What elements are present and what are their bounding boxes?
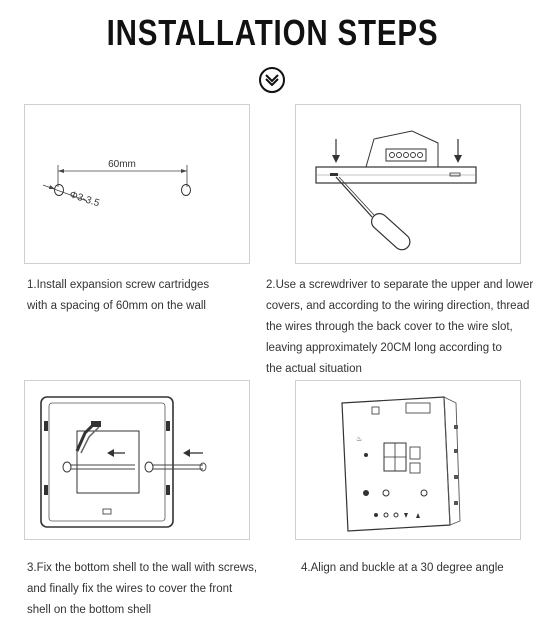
step3-diagram-panel [24,380,250,540]
caption-line: 4.Align and buckle at a 30 degree angle [301,562,504,574]
page-title: INSTALLATION STEPS [106,12,439,53]
step2-caption [266,275,544,380]
diameter-label: Φ3-3.5 [68,189,101,210]
spacing-label: 60mm [108,159,136,170]
caption-line: leaving approximately 20CM long according to [266,342,502,354]
caption-line: covers, and according to the wiring direction, thread [266,300,530,312]
caption-line: the wires through the back cover to the wire slot, [266,321,513,333]
caption-line: shell on the bottom shell [27,604,152,616]
screw-spacing-diagram [25,105,251,265]
caption-line: the actual situation [266,363,362,375]
bottom-shell-diagram [25,381,251,541]
chevron-down-circle-icon [259,67,285,93]
step1-caption [27,275,267,317]
step4-diagram-panel [295,380,521,540]
caption-line: 2.Use a screwdriver to separate the upper and lower [266,279,534,291]
caption-line: 1.Install expansion screw cartridges [27,279,210,291]
svg-text:♨: ♨ [356,436,363,443]
front-shell-buckle-diagram [296,381,522,541]
caption-line: and finally fix the wires to cover the front [27,583,233,595]
screwdriver-separation-diagram [296,105,522,265]
step1-diagram-panel [24,104,250,264]
step3-caption [27,558,277,621]
caption-line: 3.Fix the bottom shell to the wall with screws, [27,562,258,574]
step2-diagram-panel [295,104,521,264]
caption-line: with a spacing of 60mm on the wall [27,300,206,312]
step4-caption [301,558,531,579]
